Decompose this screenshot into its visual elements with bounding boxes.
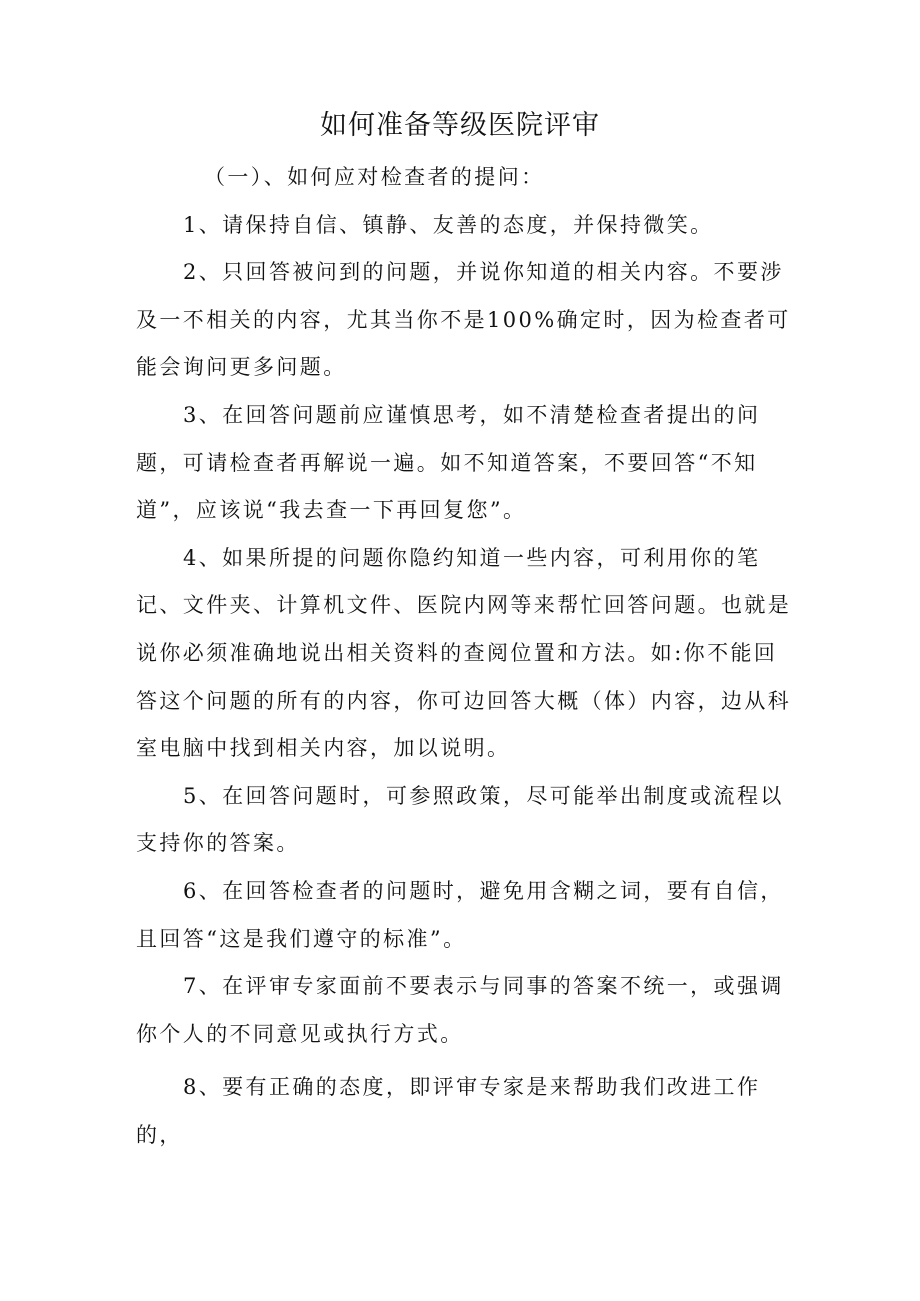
paragraph-5: 5、在回答问题时，可参照政策，尽可能举出制度或流程以支持你的答案。	[136, 783, 784, 856]
paragraph-4: 4、如果所提的问题你隐约知道一些内容，可利用你的笔记、文件夹、计算机文件、医院内网等来帮忙回答问题。也就是说你必须准确地说出相关资料的查阅位置和方法。如:你不能回答这个问题的所有的内容，你可边回答大概（体）内容，边从科室电脑中找到相关内容，加以说明。	[136, 545, 792, 761]
paragraph-6: 6、在回答检查者的问题时，避免用含糊之词，要有自信，且回答“这是我们遵守的标准”。	[136, 878, 784, 951]
paragraph-3: 3、在回答问题前应谨慎思考，如不清楚检查者提出的问题，可请检查者再解说一遍。如不知道答案，不要回答“不知道”，应该说“我去查一下再回复您”。	[136, 402, 761, 523]
paragraph-7: 7、在评审专家面前不要表示与同事的答案不统一，或强调你个人的不同意见或执行方式。	[136, 974, 784, 1046]
paragraph-1: 1、请保持自信、镇静、友善的态度，并保持微笑。	[183, 212, 714, 237]
paragraph-8: 8、要有正确的态度，即评审专家是来帮助我们改进工作的，	[136, 1075, 761, 1147]
section-heading: （一）、如何应对检查者的提问：	[204, 165, 545, 189]
document-body	[136, 154, 796, 1159]
paragraph-2: 2、只回答被问到的问题，并说你知道的相关内容。不要涉及一不相关的内容，尤其当你不是100%确定时，因为检查者可能会询问更多问题。	[136, 260, 791, 380]
page-title: 如何准备等级医院评审	[320, 110, 600, 141]
